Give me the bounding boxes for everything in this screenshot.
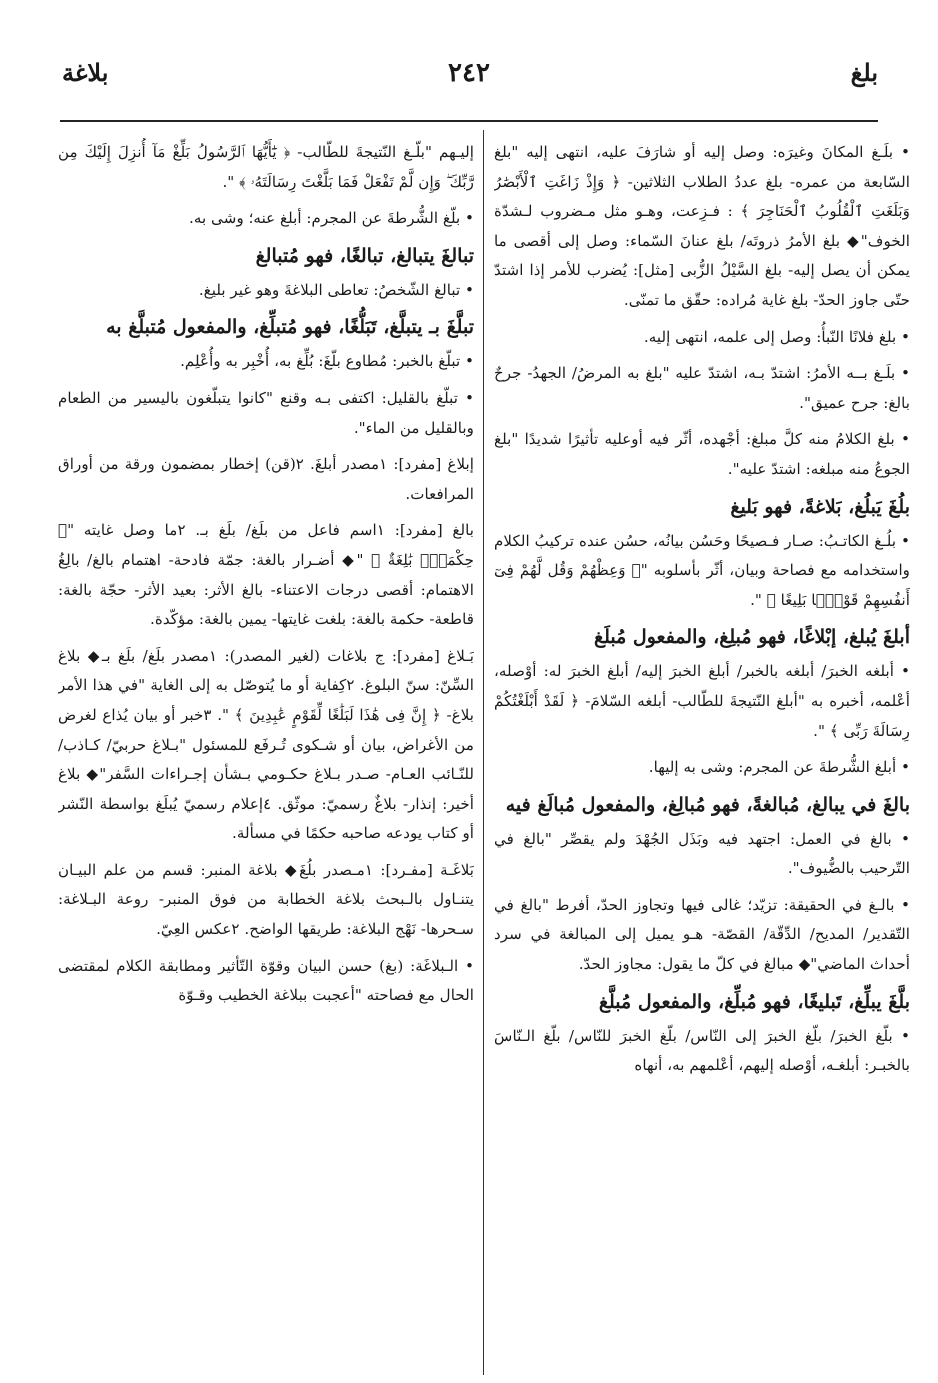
entry-headword: بالغَ في يبالغ، مُبالغةً، فهو مُبالِغ، والمفعول مُبالَغ فيه xyxy=(505,793,910,816)
dictionary-entry: • الـبلاغَة: (بغ) حسن البيان وقوّة التّأثير ومطابقة الكلام لمقتضى الحال مع فصاحته "أعجبت ببلاغة الخطيب وقـوّة xyxy=(58,956,474,1005)
dictionary-entry: • أبلغه الخبرَ/ أبلغه بالخبر/ أبلغ الخبرَ إليه/ أبلغ الخبرَ له: أوْصله، أعْلمه، أخبره به "أبلغ النّتيجةَ للطّالب- أبلغه السّلامَ- ﴿ لَقَدْ أَبْلَغْتُكُمْ رِسَالَةَ رَبِّى ﴾ ". xyxy=(494,662,910,740)
page-number: ٢٤٢ xyxy=(448,58,490,88)
dictionary-entry: إبلاغ [مفرد]: ١مصدر أبلغَ. ٢(قن) إخطار بمضمون ورقة من أوراق المرافعات. xyxy=(58,455,474,503)
header-root-word: بلغ xyxy=(850,58,878,87)
header-rule xyxy=(60,120,878,122)
entry-headword: أبلغَ يُبلغ، إبْلاغًا، فهو مُبلِغ، والمفعول مُبلَغ xyxy=(593,626,910,649)
dictionary-entry: • تبلّغ بالخبر: مُطاوع بلّغَ: بُلِّغ به، أُخْبِر به وأُعْلِم. xyxy=(180,352,474,371)
dictionary-entry: • بلَـغ المكانَ وغيرَه: وصل إليه أو شارَفَ عليه، انتهى إليه "بلغ السّابعة من عمره- بلغ عددُ الطلاب الثلاثين- ﴿ وَإِذْ زَاغَتِ ٱلْأَبْصَٰرُ وَبَلَغَتِ ٱلْقُلُوبُ ٱلْحَنَاجِرَ ﴾ : فـزِعت، وهـو مثل مـضروب لـشدّة الخوف"◆ بلغ الأمرُ ذروتَه/ بلغ عنانَ السّماء: وصل إلى أقصى ما يمكن أن يصل إليه- بلغ السَّيْلُ الزُّبى [مثل]: يُضرب للأمر إذا اشتدّ حتّى جاوز الحدّ- بلغ غاية مُراده: حقّق ما تمنّى. xyxy=(494,143,910,309)
dictionary-entry: • بالـغ في الحقيقة: تزيّد؛ غالى فيها وتجاوز الحدّ، أفرط "بالغ في التّقدير/ المديح/ الدِّقّة/ القصّة- هـو يميل إلى المبالغة في سرد أحداث الماضي"◆ مبالغ في كلّ ما يقول: مجاوز الحدّ. xyxy=(494,895,910,974)
left-column xyxy=(58,138,474,1368)
entry-headword: بلَّغَ يبلِّغ، تَبليغًا، فهو مُبلِّغ، والمفعول مُبلَّغ xyxy=(598,990,910,1013)
right-column xyxy=(494,138,910,1368)
dictionary-entry: إليـهم "بلّـغ النّتيجةَ للطّالب- ﴿ يَٰٓأَيُّهَا ٱلرَّسُولُ بَلِّغْ مَآ أُنزِلَ إِلَيْكَ مِن رَّبِّكَ ۖ وَإِن لَّمْ تَفْعَلْ فَمَا بَلَّغْتَ رِسَالَتَهُۥ ﴾ ". xyxy=(58,143,474,191)
dictionary-entry: • بلّغ الشُّرطةَ عن المجرم: أبلغ عنه؛ وشى به. xyxy=(189,209,474,228)
dictionary-entry: • بلغ الكلامُ منه كلَّ مبلغ: أجْهده، أثّر فيه أوعليه تأثيرًا شديدًا "بلغ الجوعُ منه مبلغه: اشتدّ عليه". xyxy=(494,430,910,478)
dictionary-entry: • تبالغ الشّخصُ: تعاطى البلاغةَ وهو غير بليغ. xyxy=(198,280,474,299)
column-separator xyxy=(483,130,484,1375)
dictionary-entry: • بلغ فلانًا النّبأُ: وصل إلى علمه، انتهى إليه. xyxy=(643,327,910,346)
dictionary-entry: • بالغ في العمل: اجتهد فيه وبَذَل الجُهْدَ ولم يقصِّر "بالغ في التّرحيب بالضُّيوف". xyxy=(494,829,910,878)
dictionary-entry: • تبلّغ بالقليل: اكتفى بـه وقنع "كانوا يتبلّغون باليسير من الطعام وبالقليل من الماء". xyxy=(58,388,474,437)
dictionary-entry: • بلَـغ بــه الأمرُ: اشتدّ بـه، اشتدّ عليه "بلغ به المرضُ/ الجهدُ- جرحٌ بالغ: جرح عميق". xyxy=(494,364,910,412)
dictionary-entry: • أبلغ الشُّرطةَ عن المجرم: وشى به إليها. xyxy=(648,758,910,777)
dictionary-entry: بَـلاغ [مفرد]: ج بلاغات (لغير المصدر): ١مصدر بلَغ/ بلَغ بـ◆ بلاغ السِّنّ: سنّ البلوغ. ٢كِفاية أو ما يُتوصّل به إلى الغاية "في هذا الأمر بلاغ- ﴿ إِنَّ فِى هَٰذَا لَبَلَٰغًا لِّقَوْمٍ عَٰبِدِينَ ﴾ ". ٣خبر أو بيان يُذاع لغرض من الأغراض، بيان أو شـكوى تُـرفَع للمسئول "بـلاغ حربيّ/ كـاذب/ للنّـائب العـام- صـدر بـلاغ حكـومي بـشأن إجـراءات السَّفر"◆ بلاغ أخير: إنذار- بلاغٌ رسميّ: موثّق. ٤إعلام رسميّ يُبلَغ بواسطة النّشر أو كتاب يودعه صاحبه حكمًا في مسألة. xyxy=(58,646,474,843)
entry-headword: تبلَّغَ بـ يتبلَّغ، تَبَلُّغًا، فهو مُتبلِّغ، والمفعول مُتبلَّغ به xyxy=(106,316,474,339)
dictionary-entry: • بلُـغ الكاتـبُ: صـار فـصيحًا وحَسُن بيانُه، حسُن عنده تركيبُ الكلام واستخدامه مع فصاحة وبيان، أثّر بأسلوبه "﴿ وَعِظْهُمْ وَقُل لَّهُمْ فِىٓ أَنفُسِهِمْ قَوْلًۢا بَلِيغًا ﴾ ". xyxy=(494,531,910,609)
dictionary-entry: • بلّغ الخبرَ/ بلّغ الخبرَ إلى النّاس/ بلّغ الخبرَ للنّاس/ بلّغ الـنّاسَ بالخبـر: أبلغـه، أوْصله إليهم، أعْلمهم به، أنهاه xyxy=(494,1026,910,1075)
dictionary-entry: بَلاغَـة [مفـرد]: ١مـصدر بلُغَ◆ بلاغة المنبر: قسم من علم البيـان يتنـاول بالـبحث بلاغة الخطابة من فوق المنبر- روعة البـلاغة: سـحرها- نَهْج البلاغة: طريقها الواضح. ٢عكس العِيّ. xyxy=(58,860,474,939)
dictionary-entry: بالغ [مفرد]: ١اسم فاعل من بلَغ/ بلَغ بـ. ٢ما وصل غايته "﴿ حِكْمَةٌۢ بَٰلِغَةٌ ﴾ "◆ أضـرار بالغة: جمّة فادحة- اهتمام بالغ/ بالِغُ الاهتمام: أقصى درجات الاعتناء- بالغ الأثر: بعيد الأثر- حجّة بالغة: قاطعة- حكمة بالغة: بلغت غايتها- يمين بالغة: مؤكّدة. xyxy=(58,521,474,629)
header-last-word: بلاغة xyxy=(62,58,109,87)
entry-headword: بلُغَ يَبلُغ، بَلاغةً، فهو بَليغ xyxy=(730,495,910,518)
entry-headword: تبالغَ يتبالغ، تبالغًا، فهو مُتبالغ xyxy=(255,244,474,267)
